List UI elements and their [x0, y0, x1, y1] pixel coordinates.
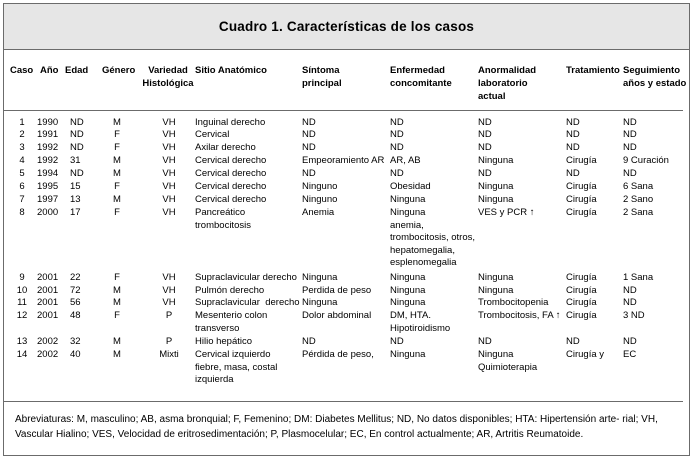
cell-enfermedad: Ninguna: [390, 272, 426, 283]
cell-anormalidad: Ninguna: [478, 155, 514, 166]
cell-tratamiento: ND: [566, 129, 580, 140]
cell-anio: 2002: [37, 349, 59, 360]
cell-genero: F: [114, 129, 120, 140]
cell-enfermedad: Obesidad: [390, 181, 431, 192]
cell-sitio: Hilio hepático: [195, 336, 253, 347]
cell-tratamiento: Cirugía: [566, 272, 597, 283]
cell-tratamiento: Cirugía: [566, 181, 597, 192]
cell-edad: ND: [70, 142, 84, 153]
cell-variedad: VH: [162, 194, 176, 205]
cell-anio: 1992: [37, 142, 59, 153]
cell-sintoma: ND: [302, 117, 316, 128]
cell-tratamiento: ND: [566, 117, 580, 128]
cell-anio: 1991: [37, 129, 59, 140]
cell-sitio: Cervical: [195, 129, 230, 140]
cell-anio: 2002: [37, 336, 59, 347]
cell-anormalidad: VES y PCR ↑: [478, 207, 535, 218]
cell-tratamiento: Cirugía: [566, 155, 597, 166]
cell-tratamiento: Cirugía: [566, 207, 597, 218]
table-title: Cuadro 1. Características de los casos: [218, 19, 475, 34]
cell-enfermedad: ND: [390, 129, 404, 140]
cell-edad: 48: [70, 310, 81, 321]
cell-seguimiento: 2 Sana: [623, 207, 654, 218]
cell-sintoma: Anemia: [302, 207, 335, 218]
cell-caso: 11: [17, 297, 27, 308]
footnote: Abreviaturas: M, masculino; AB, asma bronquial; F, Femenino; DM: Diabetes Mellitus; ND, No datos disponibles; HTA: Hipertensión arte- rial; VH, Vascular Hialino; VES, Velocidad de eritrosedimentación; P, Plasmocelular; EC, En control actualmente; AR, Artritis Reumatoide.: [15, 414, 658, 440]
cell-edad: 72: [70, 285, 81, 296]
cell-variedad: VH: [162, 155, 176, 166]
cell-edad: 13: [70, 194, 81, 205]
cell-anormalidad: Ninguna: [478, 272, 514, 283]
cell-tratamiento: Cirugía: [566, 310, 597, 321]
cell-caso: 2: [19, 129, 25, 140]
cell-anio: 2001: [37, 310, 59, 321]
cell-anio: 2001: [37, 297, 59, 308]
cell-enfermedad: ND: [390, 117, 404, 128]
cell-genero: M: [113, 155, 121, 166]
cell-enfermedad: DM, HTA. Hipotiroidismo: [390, 310, 451, 334]
cell-edad: 32: [70, 336, 81, 347]
cell-edad: ND: [70, 129, 84, 140]
cell-variedad: VH: [162, 142, 176, 153]
cell-sintoma: Empeoramiento AR: [302, 155, 385, 166]
cell-sintoma: Ninguna: [302, 272, 338, 283]
title-bar: [4, 4, 689, 50]
cell-seguimiento: 3 ND: [623, 310, 645, 321]
cell-anio: 1990: [37, 117, 59, 128]
cell-sitio: Axilar derecho: [195, 142, 256, 153]
cell-sintoma: ND: [302, 336, 316, 347]
header-edad: Edad: [65, 65, 89, 76]
cell-caso: 13: [16, 336, 28, 347]
cell-sintoma: Ninguno: [302, 194, 338, 205]
cell-edad: 56: [70, 297, 81, 308]
cell-anormalidad: Trombocitosis, FA ↑: [478, 310, 561, 321]
cell-caso: 8: [19, 207, 25, 218]
cell-edad: ND: [70, 168, 84, 179]
cell-variedad: Mixti: [159, 349, 179, 360]
cell-genero: M: [113, 297, 121, 308]
cell-tratamiento: Cirugía y: [566, 349, 605, 360]
cell-genero: F: [114, 272, 120, 283]
cell-sitio: Supraclavicular derecho: [195, 297, 300, 308]
cell-enfermedad: Ninguna: [390, 297, 426, 308]
cell-caso: 14: [16, 349, 28, 360]
cell-sitio: Supraclavicular derecho: [195, 272, 297, 283]
header-sintoma: Síntoma principal: [302, 65, 342, 89]
cell-anormalidad: ND: [478, 129, 492, 140]
cell-anio: 1994: [37, 168, 59, 179]
header-anormalidad: Anormalidad laboratorio actual: [478, 65, 537, 102]
cell-sintoma: ND: [302, 129, 316, 140]
cell-genero: M: [113, 194, 121, 205]
cell-edad: 22: [70, 272, 81, 283]
cell-variedad: P: [165, 336, 173, 347]
cell-genero: F: [114, 142, 120, 153]
cell-anormalidad: Ninguna: [478, 285, 514, 296]
cell-tratamiento: ND: [566, 168, 580, 179]
cell-sintoma: Dolor abdominal: [302, 310, 372, 321]
cell-caso: 4: [19, 155, 25, 166]
cell-variedad: VH: [162, 168, 176, 179]
cell-seguimiento: ND: [623, 297, 637, 308]
cell-seguimiento: ND: [623, 142, 637, 153]
cell-edad: 31: [70, 155, 81, 166]
cell-sitio: Inguinal derecho: [195, 117, 266, 128]
cell-variedad: VH: [162, 129, 176, 140]
cell-variedad: VH: [162, 285, 176, 296]
cell-anio: 2001: [37, 285, 59, 296]
cell-tratamiento: Cirugía: [566, 194, 597, 205]
cell-edad: ND: [70, 117, 84, 128]
cell-caso: 5: [19, 168, 25, 179]
cell-seguimiento: 6 Sana: [623, 181, 654, 192]
cell-sintoma: Ninguno: [302, 181, 338, 192]
cell-anormalidad: ND: [478, 336, 492, 347]
header-anio: Año: [40, 65, 59, 76]
cell-tratamiento: Cirugía: [566, 285, 597, 296]
cell-genero: M: [113, 117, 121, 128]
cell-enfermedad: Ninguna: [390, 349, 426, 360]
cell-genero: M: [113, 349, 121, 360]
cell-enfermedad: ND: [390, 142, 404, 153]
header-sitio: Sitio Anatómico: [195, 65, 267, 76]
cell-enfermedad: AR, AB: [390, 155, 421, 166]
cell-edad: 17: [70, 207, 81, 218]
cell-enfermedad: Ninguna: [390, 194, 426, 205]
header-seguimiento: Seguimiento años y estado: [623, 65, 687, 89]
cell-sitio: Cervical derecho: [195, 168, 267, 179]
cell-caso: 7: [19, 194, 25, 205]
cell-genero: F: [114, 310, 120, 321]
cell-anormalidad: ND: [478, 142, 492, 153]
cell-genero: M: [113, 168, 121, 179]
cell-sitio: Cervical derecho: [195, 194, 267, 205]
cell-variedad: VH: [162, 297, 176, 308]
cell-caso: 6: [19, 181, 25, 192]
cell-sintoma: Perdida de peso: [302, 285, 372, 296]
header-caso: Caso: [10, 65, 34, 76]
cell-anormalidad: ND: [478, 117, 492, 128]
header-enfermedad: Enfermedad concomitante: [390, 65, 452, 89]
cell-seguimiento: ND: [623, 168, 637, 179]
cell-seguimiento: 1 Sana: [623, 272, 654, 283]
cell-anio: 1995: [37, 181, 59, 192]
cell-seguimiento: ND: [623, 129, 637, 140]
cell-edad: 15: [70, 181, 81, 192]
cell-genero: F: [114, 207, 120, 218]
cell-variedad: VH: [162, 181, 176, 192]
cell-seguimiento: ND: [623, 117, 637, 128]
cell-genero: M: [113, 285, 121, 296]
cell-caso: 9: [19, 272, 25, 283]
cell-enfermedad: Ninguna anemia, trombocitosis, otros, hepatomegalia, esplenomegalia: [390, 207, 475, 268]
cell-genero: M: [113, 336, 121, 347]
cell-edad: 40: [70, 349, 81, 360]
header-tratamiento: Tratamiento: [566, 65, 620, 76]
cell-sitio: Cervical derecho: [195, 181, 267, 192]
cell-sintoma: ND: [302, 168, 316, 179]
cell-seguimiento: EC: [623, 349, 637, 360]
cell-seguimiento: 2 Sano: [623, 194, 654, 205]
cell-seguimiento: ND: [623, 285, 637, 296]
header-genero: Género: [102, 65, 136, 76]
cell-sitio: Cervical izquierdo fiebre, masa, costal izquierda: [195, 349, 278, 385]
cell-enfermedad: ND: [390, 168, 404, 179]
cell-sintoma: ND: [302, 142, 316, 153]
cell-anio: 1997: [37, 194, 59, 205]
cell-anio: 2000: [37, 207, 59, 218]
cell-anormalidad: Ninguna Quimioterapia: [478, 349, 538, 373]
cell-anormalidad: Ninguna: [478, 181, 514, 192]
header-divider: [4, 110, 683, 111]
cell-caso: 12: [16, 310, 28, 321]
cell-caso: 10: [16, 285, 28, 296]
cell-variedad: VH: [162, 207, 176, 218]
cell-seguimiento: ND: [623, 336, 637, 347]
cell-sintoma: Ninguna: [302, 297, 338, 308]
cell-caso: 1: [19, 117, 25, 128]
cell-seguimiento: 9 Curación: [623, 155, 669, 166]
cell-sitio: Cervical derecho: [195, 155, 267, 166]
cell-anio: 2001: [37, 272, 59, 283]
cell-enfermedad: Ninguna: [390, 285, 426, 296]
cell-enfermedad: ND: [390, 336, 404, 347]
cell-anio: 1992: [37, 155, 59, 166]
cell-variedad: P: [165, 310, 173, 321]
cell-anormalidad: ND: [478, 168, 492, 179]
cell-tratamiento: ND: [566, 336, 580, 347]
footer-divider: [4, 401, 683, 402]
cell-variedad: VH: [162, 117, 176, 128]
cell-tratamiento: ND: [566, 142, 580, 153]
cell-sintoma: Pérdida de peso,: [302, 349, 374, 360]
cell-anormalidad: Ninguna: [478, 194, 514, 205]
cell-caso: 3: [19, 142, 25, 153]
header-variedad: Variedad Histológica: [142, 65, 194, 89]
cell-variedad: VH: [162, 272, 176, 283]
cell-anormalidad: Trombocitopenia: [478, 297, 549, 308]
cell-sitio: Pulmón derecho: [195, 285, 265, 296]
cell-genero: F: [114, 181, 120, 192]
cell-sitio: Mesenterio colon transverso: [195, 310, 268, 334]
cell-tratamiento: Cirugía: [566, 297, 597, 308]
cell-sitio: Pancreático trombocitosis: [195, 207, 251, 231]
